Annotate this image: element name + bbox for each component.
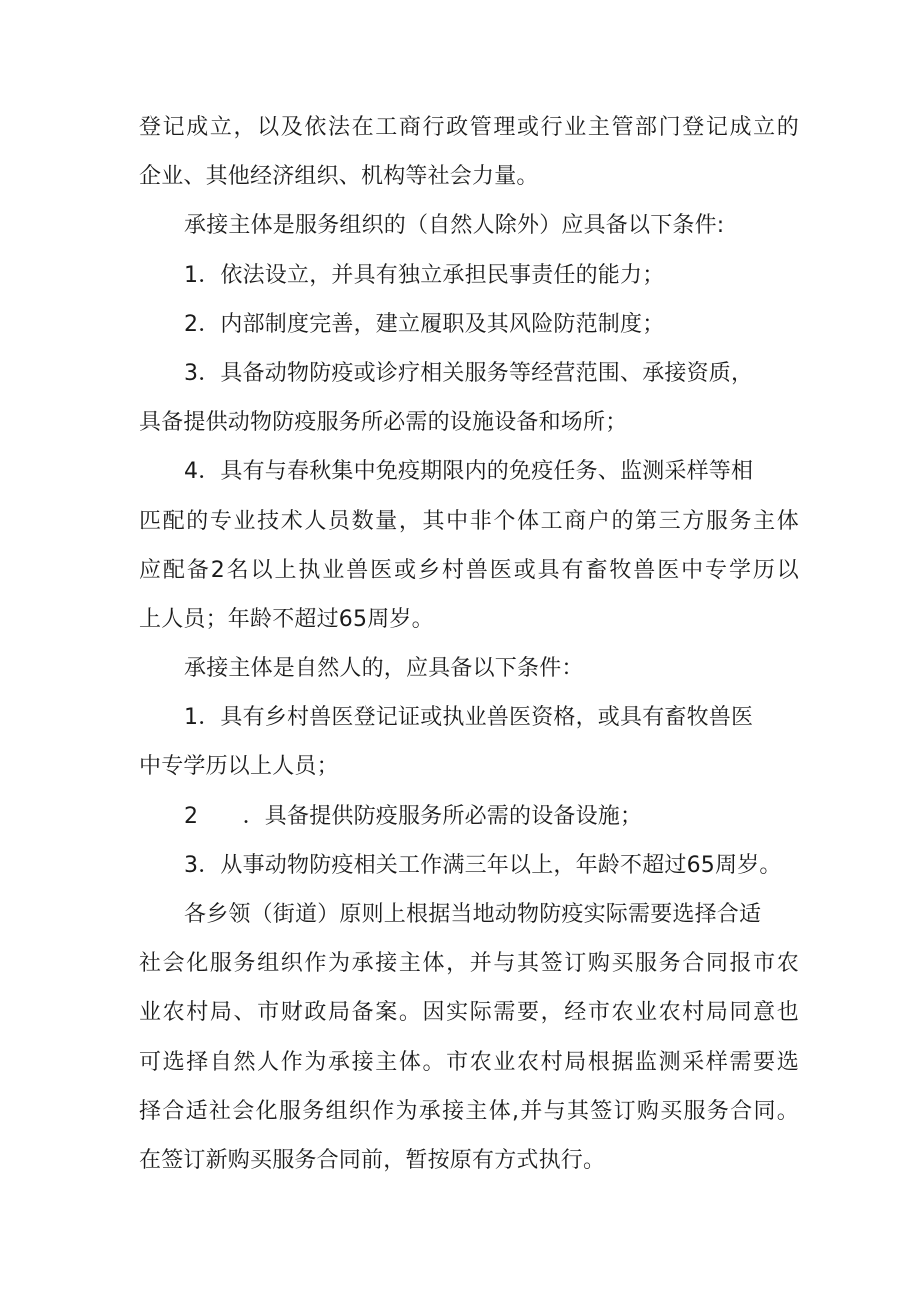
text-line: 可选择自然人作为承接主体。市农业农村局根据监测采样需要选 (139, 1049, 799, 1075)
list-item-line: 3．从事动物防疫相关工作满三年以上，年龄不超过65周岁。 (184, 852, 782, 878)
text-line: 登记成立，以及依法在工商行政管理或行业主管部门登记成立的 (139, 115, 799, 140)
text-line: 业农村局、市财政局备案。因实际需要，经市农业农村局同意也 (139, 1000, 799, 1026)
list-item-line: 4．具有与春秋集中免疫期限内的免疫任务、监测采样等相 (184, 459, 754, 485)
list-item-line: 1．依法设立，并具有独立承担民事责任的能力； (184, 262, 665, 288)
paragraph-start-line: 承接主体是自然人的，应具备以下条件： (184, 656, 584, 682)
paragraph-start-line: 承接主体是服务组织的（自然人除外）应具备以下条件: (184, 213, 725, 239)
text-line: 在签订新购买服务合同前，暂按原有方式执行。 (139, 1147, 606, 1173)
text-line: 社会化服务组织作为承接主体，并与其签订购买服务合同报市农 (139, 951, 799, 977)
list-item-line: 1．具有乡村兽医登记证或执业兽医资格，或具有畜牧兽医 (184, 705, 754, 731)
list-item-line: 2 ．具备提供防疫服务所必需的设备设施； (184, 803, 643, 829)
text-line: 应配备2名以上执业兽医或乡村兽医或具有畜牧兽医中专学历以 (139, 557, 799, 583)
list-item-line: 2．内部制度完善，建立履职及其风险防范制度； (184, 311, 665, 337)
document-body (139, 103, 799, 1185)
paragraph-start-line: 各乡领（街道）原则上根据当地动物防疫实际需要选择合适 (184, 902, 762, 927)
text-line: 择合适社会化服务组织作为承接主体,并与其签订购买服务合同。 (139, 1098, 799, 1124)
text-line: 中专学历以上人员； (139, 754, 339, 780)
text-line: 上人员；年龄不超过65周岁。 (139, 606, 434, 632)
text-line: 企业、其他经济组织、机构等社会力量。 (139, 164, 539, 190)
list-item-line: 3．具备动物防疫或诊疗相关服务等经营范围、承接资质， (184, 360, 754, 386)
text-line: 具备提供动物防疫服务所必需的设施设备和场所； (139, 410, 628, 436)
text-line: 匹配的专业技术人员数量，其中非个体工商户的第三方服务主体 (139, 508, 799, 534)
